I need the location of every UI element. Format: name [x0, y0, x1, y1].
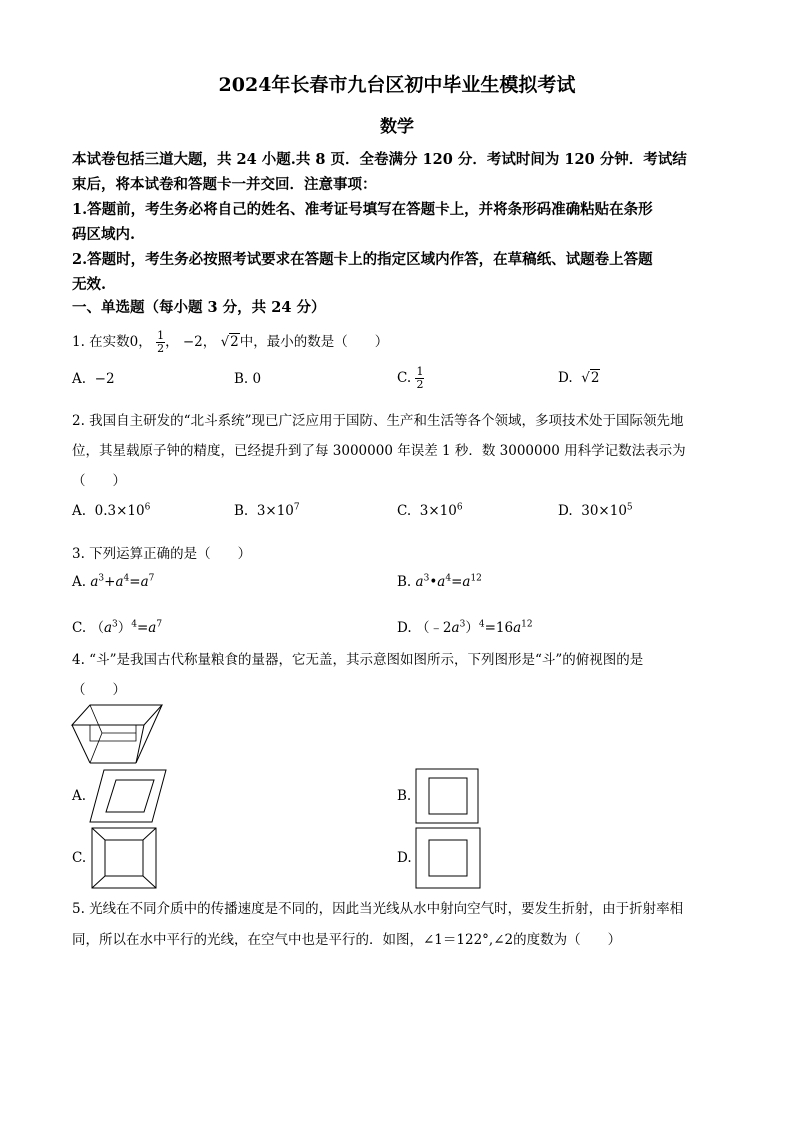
fraction-one-half: $\frac{1}{2}$ — [157, 329, 165, 355]
q2-option-a: A. $0.3\times 10^6$ — [72, 502, 151, 519]
dou-figure — [70, 703, 166, 765]
instructions-line1: 本试卷包括三道大题，共 24 小题.共 8 页．全卷满分 120 分．考试时间为 120 分钟．考试结 — [72, 151, 687, 168]
q1-option-c: C. $\frac{1}{2}$ — [397, 365, 424, 391]
q3-option-c: C. $(a^3)^4=a^7$ — [72, 619, 163, 636]
instructions-line2: 束后，将本试卷和答题卡一并交回．注意事项： — [72, 176, 377, 193]
q4-option-a-figure — [90, 768, 168, 824]
q2-option-c: C. $3\times 10^6$ — [397, 502, 463, 519]
question-5-line2: 同，所以在水中平行的光线，在空气中也是平行的．如图，∠1＝122°,∠2的度数为（ ） — [72, 932, 622, 948]
q4-option-b-figure — [415, 768, 479, 824]
question-2-line3: （ ） — [72, 473, 126, 489]
q2-option-b: B. $3\times 10^7$ — [234, 502, 300, 519]
q1-option-d: D. √2 — [558, 370, 600, 386]
question-3-stem: 3. 下列运算正确的是（ ） — [72, 546, 252, 562]
page-title: 2024年长春市九台区初中毕业生模拟考试 — [218, 74, 576, 96]
note1-line2: 码区域内. — [72, 226, 136, 243]
note1-line1: 1.答题前，考生务必将自己的姓名、准考证号填写在答题卡上，并将条形码准确粘贴在条形 — [72, 201, 653, 218]
note2-line1: 2.答题时，考生务必按照考试要求在答题卡上的指定区域内作答，在草稿纸、试题卷上答题 — [72, 251, 653, 268]
subject-title: 数学 — [380, 117, 414, 137]
q1-option-b: B. 0 — [234, 371, 262, 387]
q3-option-d: D. $(﹣2a^3)^4=16a^{12}$ — [397, 619, 533, 636]
section-heading: 一、单选题（每小题 3 分，共 24 分） — [72, 299, 326, 316]
note2-line2: 无效. — [72, 276, 107, 293]
q3-option-a: A. $a^3+a^4=a^7$ — [72, 573, 155, 590]
question-4-line2: （ ） — [72, 682, 126, 698]
q3-option-b: B. $a^3•a^4=a^{12}$ — [397, 573, 482, 590]
q2-option-d: D. $30\times 10^5$ — [558, 502, 633, 519]
q4-option-d-label: D. — [397, 850, 412, 866]
question-4-line1: 4. “斗”是我国古代称量粮食的量器，它无盖，其示意图如图所示，下列图形是“斗”的俯视图的是 — [72, 652, 644, 668]
question-2-line1: 2. 我国自主研发的“北斗系统”现已广泛应用于国防、生产和生活等各个领域，多项技术处于国际领先地 — [72, 413, 684, 429]
q4-option-d-figure — [415, 827, 481, 889]
q4-option-a-label: A. — [72, 788, 87, 804]
q4-option-c-label: C. — [72, 850, 87, 866]
question-2-line2: 位，其星载原子钟的精度，已经提升到了每 3000000 年误差 1 秒．数 3000000 用科学记数法表示为 — [72, 443, 686, 459]
q4-option-c-figure — [91, 827, 157, 889]
q1-option-a: A. −2 — [72, 371, 115, 387]
question-1-stem: 1. 在实数0， $\frac{1}{2}$ ， −2， √2中，最小的数是（ ） — [72, 329, 389, 355]
question-5-line1: 5. 光线在不同介质中的传播速度是不同的，因此当光线从水中射向空气时，要发生折射，由于折射率相 — [72, 901, 684, 917]
q4-option-b-label: B. — [397, 788, 412, 804]
sqrt-two: √2 — [220, 334, 239, 350]
